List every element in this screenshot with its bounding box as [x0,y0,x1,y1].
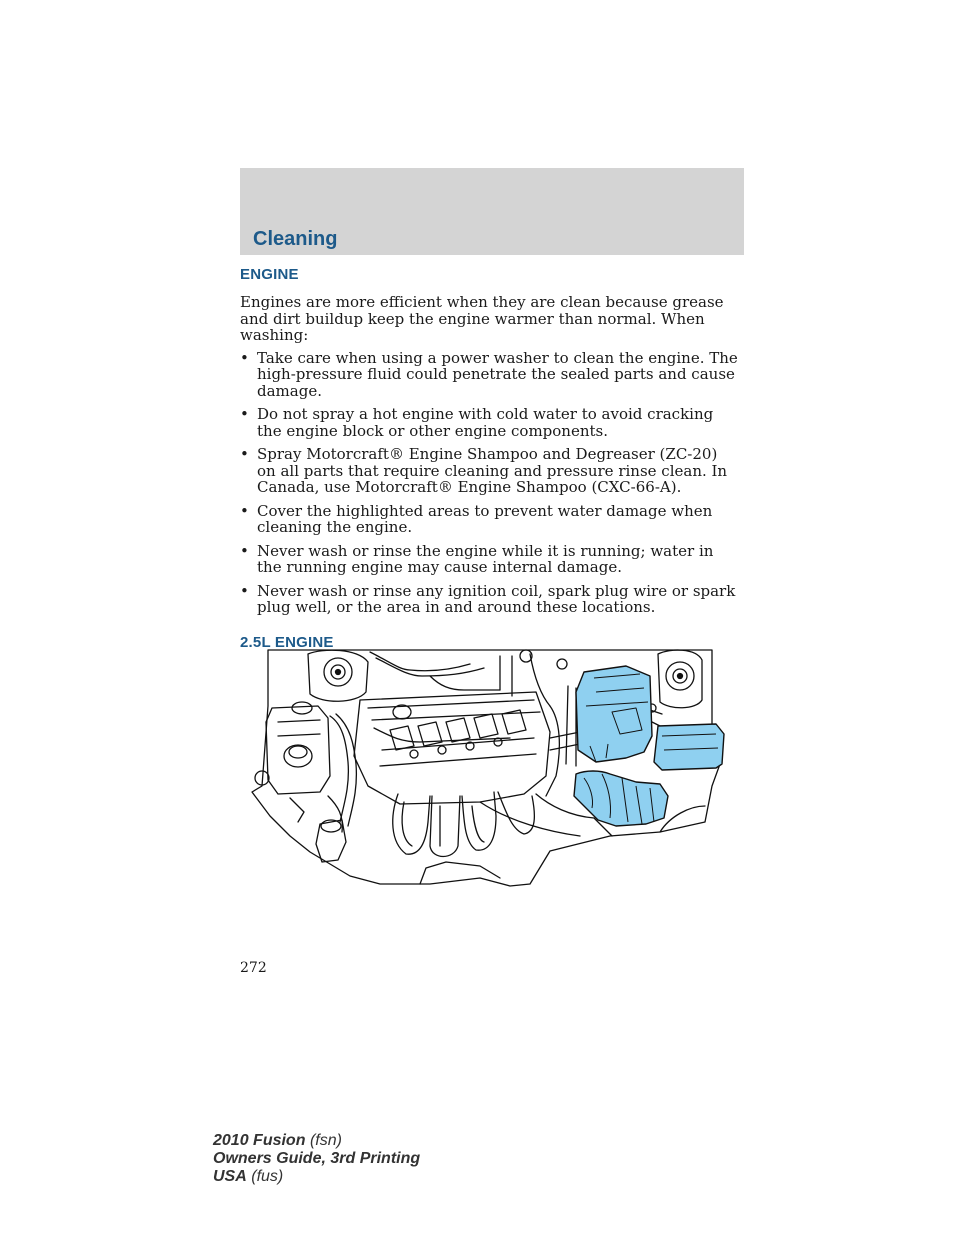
list-item-text: Never wash or rinse the engine while it is running; water in the running engine may cause internal damage. [257,541,714,576]
list-item [240,350,740,400]
bullet-icon: • [240,541,249,560]
bullet-icon: • [240,581,249,600]
document-footer [213,1132,420,1186]
washing-tips-list [240,350,740,616]
page-number: 272 [240,960,267,976]
engine-block [354,692,550,804]
list-item [240,406,740,439]
bullet-icon: • [240,445,249,463]
list-item-text: Never wash or rinse any ignition coil, spark plug wire or spark plug well, or the area in and around these locations. [257,581,736,616]
engine-compartment-illustration [250,646,726,892]
list-item-text: Spray Motorcraft® Engine Shampoo and Degreaser (ZC-20) on all parts that require cleaning and pressure rinse clean. In Canada, use Motorcraft® Engine Shampoo (CXC-66-A). [257,445,728,496]
list-item [240,583,740,616]
list-item [240,543,740,576]
section-heading-engine: ENGINE [240,266,299,283]
footer-line-model: 2010 Fusion (fsn) [213,1132,342,1149]
battery-cover-highlight [576,666,652,762]
list-item-text: Cover the highlighted areas to prevent water damage when cleaning the engine. [257,501,713,536]
bullet-icon: • [240,501,249,520]
intake-runners [393,792,535,857]
chapter-header-band [240,168,744,255]
footer-line-edition: Owners Guide, 3rd Printing [213,1150,421,1167]
bullet-icon: • [240,405,249,423]
main-content [240,266,740,651]
bullet-icon: • [240,348,249,367]
coolant-reservoir [266,706,330,794]
intro-paragraph: Engines are more efficient when they are clean because grease and dirt buildup keep the engine warmer than normal. When washing: [240,293,724,344]
list-item-text: Take care when using a power washer to clean the engine. The high-pressure fluid could penetrate the sealed parts and cause damage. [257,348,738,400]
list-item [240,446,740,496]
chapter-title: Cleaning [253,228,338,250]
list-item [240,503,740,536]
fuse-box-highlight [654,724,724,770]
list-item-text: Do not spray a hot engine with cold water to avoid cracking the engine block or other engine components. [257,405,714,440]
footer-line-region: USA (fus) [213,1168,284,1185]
section-heading-2-5l-engine: 2.5L ENGINE [240,633,334,651]
